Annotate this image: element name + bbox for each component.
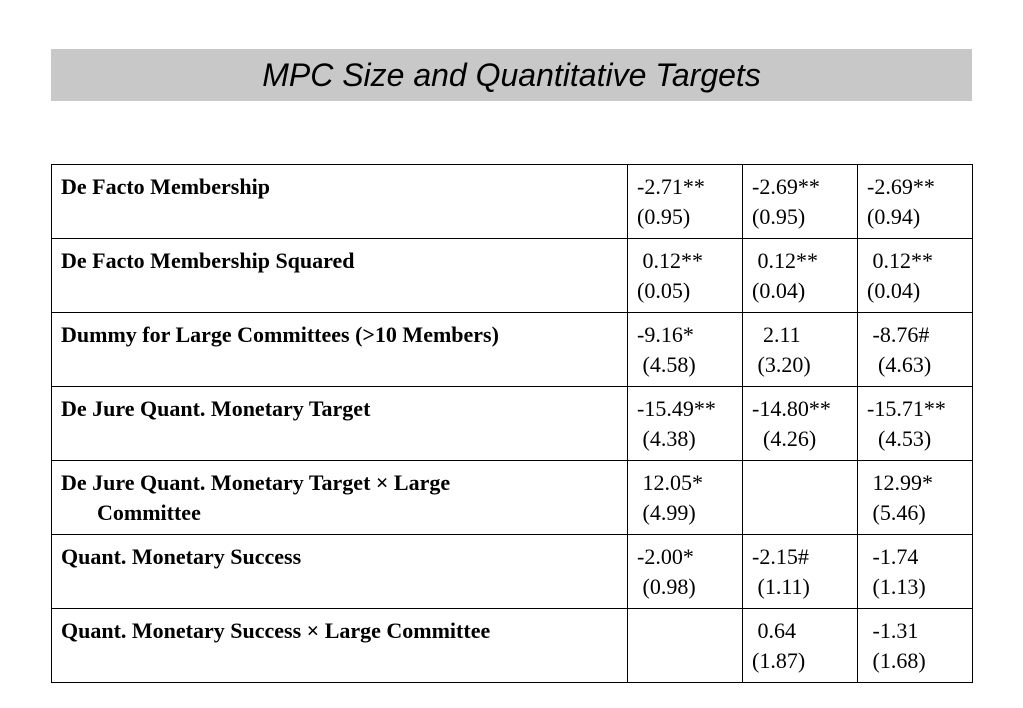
table-cell (628, 165, 743, 239)
table-cell (628, 313, 743, 387)
row-label-text: De Facto Membership (61, 174, 270, 199)
standard-error: (0.04) (752, 278, 806, 303)
coefficient: -15.49** (637, 396, 716, 421)
table-row (52, 461, 973, 535)
coefficient: -1.31 (867, 618, 919, 643)
standard-error: (4.53) (867, 426, 932, 451)
coefficient: -8.76# (867, 322, 930, 347)
row-label (52, 609, 628, 683)
standard-error: (4.38) (637, 426, 696, 451)
standard-error: (4.58) (637, 352, 696, 377)
row-label (52, 165, 628, 239)
standard-error: (0.98) (637, 574, 696, 599)
table-row (52, 535, 973, 609)
table-cell (858, 535, 973, 609)
table-cell (743, 535, 858, 609)
coefficient: 0.12** (867, 248, 933, 273)
row-label-text: De Facto Membership Squared (61, 248, 355, 273)
table-cell (743, 609, 858, 683)
row-label-text: De Jure Quant. Monetary Target (61, 396, 371, 421)
standard-error: (0.95) (637, 204, 691, 229)
coefficient: -15.71** (867, 396, 946, 421)
table-cell (628, 239, 743, 313)
standard-error: (0.05) (637, 278, 691, 303)
coefficient: -2.69** (867, 174, 935, 199)
standard-error: (0.04) (867, 278, 921, 303)
row-label (52, 239, 628, 313)
table-row (52, 387, 973, 461)
coefficient: 0.64 (752, 618, 796, 643)
coefficient: -2.00* (637, 544, 694, 569)
table-cell (743, 239, 858, 313)
row-label-continuation: Committee (97, 500, 201, 525)
coefficient: -2.15# (752, 544, 809, 569)
row-label-text: De Jure Quant. Monetary Target × Large (61, 470, 451, 495)
standard-error: (5.46) (867, 500, 926, 525)
standard-error: (1.11) (752, 574, 810, 599)
table-cell (858, 609, 973, 683)
table-cell (743, 387, 858, 461)
coefficient: -1.74 (867, 544, 919, 569)
table-row (52, 609, 973, 683)
table-cell (628, 387, 743, 461)
table-cell (858, 461, 973, 535)
standard-error: (4.99) (637, 500, 696, 525)
coefficient: -2.71** (637, 174, 705, 199)
coefficient: 2.11 (752, 322, 801, 347)
standard-error: (4.26) (752, 426, 817, 451)
row-label-text: Quant. Monetary Success × Large Committee (61, 618, 491, 643)
standard-error: (3.20) (752, 352, 811, 377)
table-cell (628, 461, 743, 535)
row-label (52, 461, 628, 535)
row-label (52, 535, 628, 609)
table-cell-empty (628, 609, 743, 683)
coefficient: 0.12** (752, 248, 818, 273)
coefficient: 12.99* (867, 470, 933, 495)
table-cell (858, 165, 973, 239)
row-label-text: Quant. Monetary Success (61, 544, 302, 569)
row-label-text: Dummy for Large Committees (>10 Members) (61, 322, 499, 347)
table-cell (858, 313, 973, 387)
coefficient: -2.69** (752, 174, 820, 199)
coefficient: 12.05* (637, 470, 703, 495)
row-label (52, 387, 628, 461)
standard-error: (0.94) (867, 204, 921, 229)
row-label (52, 313, 628, 387)
table-row (52, 239, 973, 313)
title-bar (51, 49, 972, 101)
table-row (52, 313, 973, 387)
coefficient: 0.12** (637, 248, 703, 273)
regression-table (51, 164, 973, 683)
standard-error: (0.95) (752, 204, 806, 229)
coefficient: -14.80** (752, 396, 831, 421)
standard-error: (1.13) (867, 574, 926, 599)
standard-error: (1.68) (867, 648, 926, 673)
table-cell (743, 313, 858, 387)
table-cell (858, 387, 973, 461)
page-title: MPC Size and Quantitative Targets (262, 56, 761, 93)
table-cell (858, 239, 973, 313)
table-cell-empty (743, 461, 858, 535)
coefficient: -9.16* (637, 322, 694, 347)
table-cell (743, 165, 858, 239)
table-cell (628, 535, 743, 609)
standard-error: (4.63) (867, 352, 932, 377)
table-row (52, 165, 973, 239)
standard-error: (1.87) (752, 648, 806, 673)
